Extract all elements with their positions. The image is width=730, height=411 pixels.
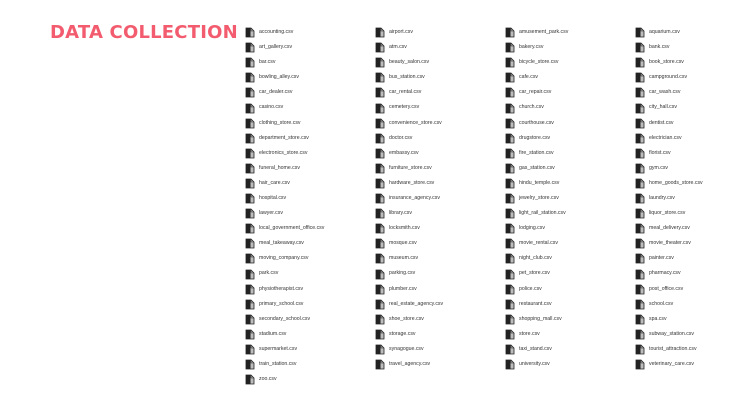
file-name: stadium.csv	[259, 330, 287, 337]
file-name: local_government_office.csv	[259, 225, 325, 232]
csv-file-icon	[505, 118, 515, 129]
csv-file-icon	[505, 329, 515, 340]
csv-file-icon	[635, 359, 645, 370]
csv-file-icon	[375, 208, 385, 219]
csv-file-icon	[505, 253, 515, 264]
file-column-1	[245, 25, 324, 387]
file-name: furniture_store.csv	[389, 164, 432, 171]
file-item[interactable]	[635, 55, 703, 70]
file-name: dentist.csv	[649, 119, 674, 126]
file-item[interactable]	[245, 236, 324, 251]
csv-file-icon	[505, 27, 515, 38]
file-item[interactable]	[245, 342, 324, 357]
file-item[interactable]	[375, 176, 443, 191]
file-item[interactable]	[505, 116, 568, 131]
file-name: electronics_store.csv	[259, 149, 308, 156]
file-item[interactable]	[635, 116, 703, 131]
file-item[interactable]	[245, 176, 324, 191]
file-name: mosque.csv	[389, 240, 417, 247]
file-name: art_gallery.csv	[259, 44, 293, 51]
file-item[interactable]	[245, 85, 324, 100]
file-name: convenience_store.csv	[389, 119, 442, 126]
csv-file-icon	[375, 72, 385, 83]
file-item[interactable]	[635, 161, 703, 176]
file-item[interactable]	[245, 55, 324, 70]
file-item[interactable]	[505, 40, 568, 55]
file-name: embassy.csv	[389, 149, 419, 156]
file-item[interactable]	[245, 357, 324, 372]
csv-file-icon	[375, 118, 385, 129]
file-item[interactable]	[635, 206, 703, 221]
file-item[interactable]	[375, 357, 443, 372]
file-name: doctor.csv	[389, 134, 413, 141]
file-item[interactable]	[635, 282, 703, 297]
csv-file-icon	[375, 57, 385, 68]
file-item[interactable]	[505, 327, 568, 342]
csv-file-icon	[375, 299, 385, 310]
file-name: casino.csv	[259, 104, 284, 111]
csv-file-icon	[505, 238, 515, 249]
csv-file-icon	[375, 344, 385, 355]
csv-file-icon	[505, 133, 515, 144]
csv-file-icon	[375, 163, 385, 174]
csv-file-icon	[245, 284, 255, 295]
file-item[interactable]	[245, 267, 324, 282]
file-item[interactable]	[375, 100, 443, 115]
csv-file-icon	[505, 193, 515, 204]
csv-file-icon	[375, 223, 385, 234]
csv-file-icon	[375, 193, 385, 204]
file-name: school.csv	[649, 300, 674, 307]
csv-file-icon	[505, 178, 515, 189]
file-name: home_goods_store.csv	[649, 179, 703, 186]
file-name: fire_station.csv	[519, 149, 554, 156]
file-name: beauty_salon.csv	[389, 59, 430, 66]
file-name: primary_school.csv	[259, 300, 304, 307]
file-item[interactable]	[505, 176, 568, 191]
file-item[interactable]	[375, 251, 443, 266]
file-item[interactable]	[245, 206, 324, 221]
file-name: parking.csv	[389, 270, 416, 277]
file-name: park.csv	[259, 270, 279, 277]
file-column-4	[635, 25, 703, 372]
file-item[interactable]	[375, 70, 443, 85]
file-item[interactable]	[635, 191, 703, 206]
file-item[interactable]	[245, 191, 324, 206]
file-column-2	[375, 25, 443, 372]
csv-file-icon	[375, 133, 385, 144]
file-item[interactable]	[505, 191, 568, 206]
csv-file-icon	[635, 193, 645, 204]
file-item[interactable]	[505, 206, 568, 221]
csv-file-icon	[635, 148, 645, 159]
file-name: bowling_alley.csv	[259, 74, 299, 81]
file-item[interactable]	[505, 282, 568, 297]
file-item[interactable]	[375, 342, 443, 357]
file-name: night_club.csv	[519, 255, 552, 262]
file-item[interactable]	[635, 131, 703, 146]
csv-file-icon	[375, 359, 385, 370]
file-name: lodging.csv	[519, 225, 545, 232]
csv-file-icon	[375, 42, 385, 53]
file-item[interactable]	[245, 312, 324, 327]
csv-file-icon	[505, 87, 515, 98]
file-name: restaurant.csv	[519, 300, 552, 307]
csv-file-icon	[245, 27, 255, 38]
file-item[interactable]	[635, 25, 703, 40]
csv-file-icon	[635, 72, 645, 83]
file-item[interactable]	[505, 357, 568, 372]
file-name: meal_delivery.csv	[649, 225, 690, 232]
file-item[interactable]	[245, 282, 324, 297]
file-item[interactable]	[505, 297, 568, 312]
file-name: police.csv	[519, 285, 542, 292]
file-name: movie_theater.csv	[649, 240, 691, 247]
csv-file-icon	[505, 314, 515, 325]
csv-file-icon	[375, 269, 385, 280]
csv-file-icon	[505, 299, 515, 310]
page-title: DATA COLLECTION	[50, 22, 238, 43]
file-name: meal_takeaway.csv	[259, 240, 304, 247]
file-name: campground.csv	[649, 74, 688, 81]
file-name: pharmacy.csv	[649, 270, 681, 277]
csv-file-icon	[505, 223, 515, 234]
file-name: taxi_stand.csv	[519, 345, 552, 352]
file-column-3	[505, 25, 568, 372]
file-item[interactable]	[245, 372, 324, 387]
file-name: car_dealer.csv	[259, 89, 293, 96]
csv-file-icon	[505, 163, 515, 174]
csv-file-icon	[505, 42, 515, 53]
csv-file-icon	[375, 148, 385, 159]
file-name: drugstore.csv	[519, 134, 551, 141]
file-item[interactable]	[375, 282, 443, 297]
file-name: subway_station.csv	[649, 330, 694, 337]
file-item[interactable]	[375, 146, 443, 161]
csv-file-icon	[635, 133, 645, 144]
csv-file-icon	[635, 284, 645, 295]
file-name: car_rental.csv	[389, 89, 422, 96]
file-name: supermarket.csv	[259, 345, 298, 352]
file-name: locksmith.csv	[389, 225, 420, 232]
file-name: zoo.csv	[259, 376, 277, 383]
file-name: secondary_school.csv	[259, 315, 311, 322]
file-name: museum.csv	[389, 255, 419, 262]
csv-file-icon	[635, 314, 645, 325]
csv-file-icon	[245, 208, 255, 219]
file-item[interactable]	[635, 327, 703, 342]
file-name: accounting.csv	[259, 28, 294, 35]
file-name: bakery.csv	[519, 44, 544, 51]
file-name: electrician.csv	[649, 134, 682, 141]
file-item[interactable]	[245, 131, 324, 146]
file-name: shoe_store.csv	[389, 315, 424, 322]
file-item[interactable]	[375, 267, 443, 282]
csv-file-icon	[245, 223, 255, 234]
csv-file-icon	[635, 223, 645, 234]
file-item[interactable]	[635, 251, 703, 266]
csv-file-icon	[505, 72, 515, 83]
file-item[interactable]	[635, 85, 703, 100]
csv-file-icon	[635, 118, 645, 129]
file-name: bank.csv	[649, 44, 670, 51]
csv-file-icon	[245, 359, 255, 370]
csv-file-icon	[245, 299, 255, 310]
file-name: insurance_agency.csv	[389, 194, 440, 201]
csv-file-icon	[245, 72, 255, 83]
csv-file-icon	[245, 193, 255, 204]
file-name: pet_store.csv	[519, 270, 550, 277]
csv-file-icon	[245, 42, 255, 53]
csv-file-icon	[635, 329, 645, 340]
file-name: city_hall.csv	[649, 104, 677, 111]
file-item[interactable]	[635, 357, 703, 372]
csv-file-icon	[635, 27, 645, 38]
csv-file-icon	[245, 329, 255, 340]
file-item[interactable]	[635, 176, 703, 191]
file-item[interactable]	[635, 312, 703, 327]
csv-file-icon	[245, 314, 255, 325]
file-name: synagogue.csv	[389, 345, 424, 352]
file-item[interactable]	[635, 342, 703, 357]
file-name: tourist_attraction.csv	[649, 345, 697, 352]
file-item[interactable]	[245, 161, 324, 176]
csv-file-icon	[635, 57, 645, 68]
file-item[interactable]	[245, 297, 324, 312]
file-item[interactable]	[505, 70, 568, 85]
file-name: cemetery.csv	[389, 104, 420, 111]
file-item[interactable]	[505, 312, 568, 327]
file-item[interactable]	[375, 85, 443, 100]
csv-file-icon	[245, 148, 255, 159]
csv-file-icon	[635, 344, 645, 355]
file-name: jewelry_store.csv	[519, 194, 559, 201]
file-item[interactable]	[375, 55, 443, 70]
file-name: bicycle_store.csv	[519, 59, 559, 66]
csv-file-icon	[635, 253, 645, 264]
csv-file-icon	[245, 118, 255, 129]
file-name: veterinary_care.csv	[649, 361, 694, 367]
csv-file-icon	[635, 208, 645, 219]
file-name: movie_rental.csv	[519, 240, 558, 247]
file-name: liquor_store.csv	[649, 210, 686, 217]
csv-file-icon	[635, 87, 645, 98]
csv-file-icon	[505, 208, 515, 219]
csv-file-icon	[505, 57, 515, 68]
file-name: university.csv	[519, 361, 550, 367]
file-item[interactable]	[245, 116, 324, 131]
csv-file-icon	[635, 42, 645, 53]
file-item[interactable]	[375, 25, 443, 40]
file-name: spa.csv	[649, 315, 667, 322]
file-name: church.csv	[519, 104, 544, 111]
file-name: florist.csv	[649, 149, 671, 156]
file-name: store.csv	[519, 330, 540, 337]
file-item[interactable]	[375, 116, 443, 131]
file-name: funeral_home.csv	[259, 164, 300, 171]
file-name: hindu_temple.csv	[519, 179, 560, 186]
file-item[interactable]	[245, 251, 324, 266]
csv-file-icon	[505, 359, 515, 370]
file-name: real_estate_agency.csv	[389, 300, 444, 307]
csv-file-icon	[245, 163, 255, 174]
csv-file-icon	[375, 178, 385, 189]
file-item[interactable]	[635, 40, 703, 55]
file-item[interactable]	[635, 70, 703, 85]
file-name: train_station.csv	[259, 361, 297, 367]
file-item[interactable]	[635, 297, 703, 312]
file-item[interactable]	[505, 236, 568, 251]
file-name: lawyer.csv	[259, 210, 283, 217]
file-name: amusement_park.csv	[519, 28, 569, 35]
csv-file-icon	[505, 284, 515, 295]
file-name: courthouse.csv	[519, 119, 554, 126]
file-name: moving_company.csv	[259, 255, 309, 262]
file-name: library.csv	[389, 210, 412, 217]
file-item[interactable]	[635, 236, 703, 251]
file-item[interactable]	[505, 251, 568, 266]
file-item[interactable]	[505, 55, 568, 70]
file-name: post_office.csv	[649, 285, 684, 292]
file-item[interactable]	[505, 146, 568, 161]
file-name: car_repair.csv	[519, 89, 552, 96]
file-item[interactable]	[245, 100, 324, 115]
file-item[interactable]	[375, 327, 443, 342]
file-item[interactable]	[245, 70, 324, 85]
csv-file-icon	[245, 178, 255, 189]
csv-file-icon	[505, 269, 515, 280]
file-item[interactable]	[505, 85, 568, 100]
file-name: department_store.csv	[259, 134, 309, 141]
csv-file-icon	[375, 284, 385, 295]
file-item[interactable]	[375, 206, 443, 221]
file-item[interactable]	[375, 236, 443, 251]
file-item[interactable]	[505, 131, 568, 146]
file-name: gas_station.csv	[519, 164, 555, 171]
csv-file-icon	[505, 148, 515, 159]
file-name: clothing_store.csv	[259, 119, 301, 126]
file-item[interactable]	[245, 40, 324, 55]
file-name: airport.csv	[389, 28, 413, 35]
csv-file-icon	[375, 87, 385, 98]
file-item[interactable]	[375, 312, 443, 327]
file-item[interactable]	[375, 131, 443, 146]
file-name: car_wash.csv	[649, 89, 681, 96]
csv-file-icon	[505, 344, 515, 355]
csv-file-icon	[635, 238, 645, 249]
file-item[interactable]	[375, 40, 443, 55]
csv-file-icon	[635, 163, 645, 174]
csv-file-icon	[245, 238, 255, 249]
file-name: bus_station.csv	[389, 74, 425, 81]
csv-file-icon	[245, 103, 255, 114]
csv-file-icon	[505, 103, 515, 114]
csv-file-icon	[245, 253, 255, 264]
csv-file-icon	[635, 299, 645, 310]
file-name: travel_agency.csv	[389, 361, 431, 367]
file-name: painter.csv	[649, 255, 674, 262]
file-name: bar.csv	[259, 59, 276, 66]
file-name: hardware_store.csv	[389, 179, 435, 186]
csv-file-icon	[635, 103, 645, 114]
csv-file-icon	[375, 329, 385, 340]
file-item[interactable]	[245, 146, 324, 161]
file-item[interactable]	[375, 221, 443, 236]
csv-file-icon	[375, 253, 385, 264]
file-item[interactable]	[635, 221, 703, 236]
file-name: cafe.csv	[519, 74, 539, 81]
csv-file-icon	[635, 269, 645, 280]
csv-file-icon	[245, 269, 255, 280]
file-name: shopping_mall.csv	[519, 315, 562, 322]
file-name: plumber.csv	[389, 285, 417, 292]
file-name: light_rail_station.csv	[519, 210, 566, 217]
file-item[interactable]	[635, 267, 703, 282]
file-item[interactable]	[245, 327, 324, 342]
file-name: book_store.csv	[649, 59, 684, 66]
csv-file-icon	[245, 344, 255, 355]
file-item[interactable]	[505, 267, 568, 282]
file-item[interactable]	[245, 25, 324, 40]
csv-file-icon	[245, 57, 255, 68]
file-name: aquarium.csv	[649, 28, 680, 35]
csv-file-icon	[635, 178, 645, 189]
file-item[interactable]	[375, 191, 443, 206]
file-item[interactable]	[375, 161, 443, 176]
file-item[interactable]	[505, 342, 568, 357]
file-name: hospital.csv	[259, 194, 287, 201]
file-name: physiotherapist.csv	[259, 285, 304, 292]
csv-file-icon	[245, 87, 255, 98]
file-item[interactable]	[505, 25, 568, 40]
file-name: gym.csv	[649, 164, 669, 171]
file-item[interactable]	[505, 161, 568, 176]
file-item[interactable]	[245, 221, 324, 236]
file-item[interactable]	[635, 146, 703, 161]
file-item[interactable]	[505, 100, 568, 115]
file-name: hair_care.csv	[259, 179, 290, 186]
csv-file-icon	[375, 103, 385, 114]
csv-file-icon	[375, 314, 385, 325]
csv-file-icon	[245, 374, 255, 385]
file-item[interactable]	[635, 100, 703, 115]
csv-file-icon	[375, 238, 385, 249]
file-item[interactable]	[505, 221, 568, 236]
file-item[interactable]	[375, 297, 443, 312]
file-name: storage.csv	[389, 330, 416, 337]
file-name: atm.csv	[389, 44, 407, 51]
file-name: laundry.csv	[649, 194, 675, 201]
csv-file-icon	[245, 133, 255, 144]
csv-file-icon	[375, 27, 385, 38]
